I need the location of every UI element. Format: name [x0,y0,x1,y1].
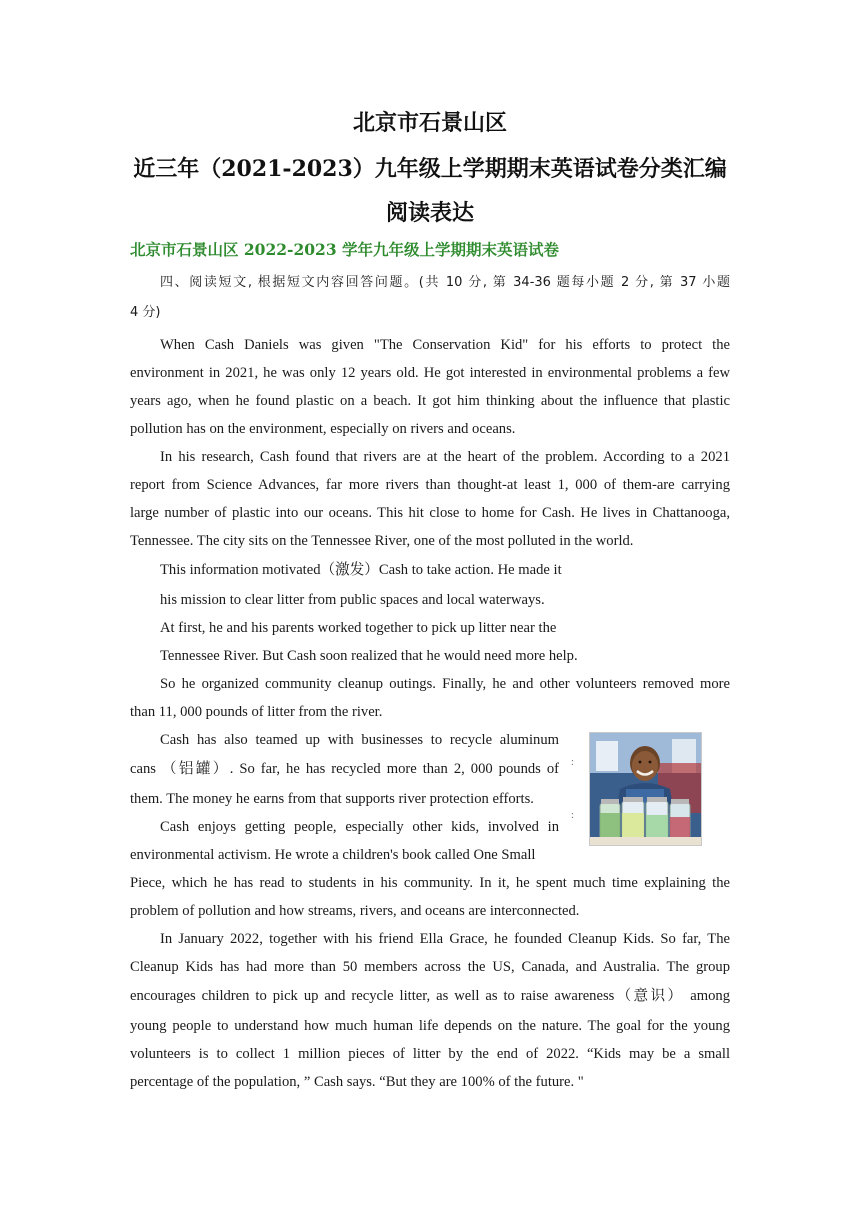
passage-line: Cash enjoys getting people, especially other kids, involved in [160,819,559,835]
passage-line: In his research, Cash found that rivers are at the heart of the problem. According to a 2021 [160,449,730,465]
margin-mark: : [571,757,574,768]
title-line-1: 北京市石景山区 [352,110,507,136]
photo-illustration [590,733,701,845]
passage-line: encourages children to pick up and recycle litter, as well as to raise awareness（意识） among [130,988,730,1004]
passage-line: environment in 2021, he was only 12 years old. He got interested in environmental problems a few [130,365,730,381]
instruction-line-1: 四、阅读短文, 根据短文内容回答问题。(共 10 分, 第 34-36 题每小题 2 分, 第 37 小题 [160,275,730,290]
passage-line: problem of pollution and how streams, rivers, and oceans are interconnected. [130,903,580,919]
passage-line: Tennessee. The city sits on the Tennessee River, one of the most polluted in the world. [130,533,634,549]
passage-line: large number of plastic into our oceans. This hit close to home for Cash. He lives in Chattanooga, [130,505,730,521]
passage-line: cans （铝罐）. So far, he has recycled more than 2, 000 pounds of [130,761,559,777]
passage-line: Cash has also teamed up with businesses to recycle aluminum [160,732,559,748]
instruction-line-2: 4 分) [130,305,161,320]
section-title: 北京市石景山区 2022-2023 学年九年级上学期期末英语试卷 [130,240,560,259]
passage-line: percentage of the population, ” Cash says. “But they are 100% of the future. " [130,1074,584,1090]
passage-line: than 11, 000 pounds of litter from the river. [130,704,383,720]
passage-line: In January 2022, together with his friend Ella Grace, he founded Cleanup Kids. So far, The [160,931,730,947]
passage-line: At first, he and his parents worked together to pick up litter near the [160,620,557,636]
passage-line: Piece, which he has read to students in his community. In it, he spent much time explaining the [130,875,730,891]
boy-with-jars-photo [589,732,702,846]
margin-mark: : [571,810,574,821]
passage-line: report from Science Advances, far more rivers than thought-at least 1, 000 of them-are carrying [130,477,730,493]
passage-line: pollution has on the environment, especially on rivers and oceans. [130,421,516,437]
title-line-3: 阅读表达 [385,200,474,226]
passage-line: them. The money he earns from that supports river protection efforts. [130,791,534,807]
passage-line: Tennessee River. But Cash soon realized that he would need more help. [160,648,578,664]
passage-line: Cleanup Kids has had more than 50 members across the US, Canada, and Australia. The group [130,959,730,975]
passage-line: volunteers is to collect 1 million pieces of litter by the end of 2022. “Kids may be a small [130,1046,730,1062]
passage-line: When Cash Daniels was given "The Conservation Kid" for his efforts to protect the [160,337,730,353]
passage-line: environmental activism. He wrote a children's book called One Small [130,847,536,863]
passage-line: young people to understand how much human life depends on the nature. The goal for the young [130,1018,730,1034]
passage-line: So he organized community cleanup outings. Finally, he and other volunteers removed more [160,676,730,692]
passage-line: his mission to clear litter from public spaces and local waterways. [160,592,545,608]
passage-line: This information motivated（激发）Cash to take action. He made it [160,562,562,578]
passage-line: years ago, when he found plastic on a beach. It got him thinking about the influence that plastic [130,393,730,409]
title-line-2: 近三年（2021-2023）九年级上学期期末英语试卷分类汇编 [133,156,727,182]
